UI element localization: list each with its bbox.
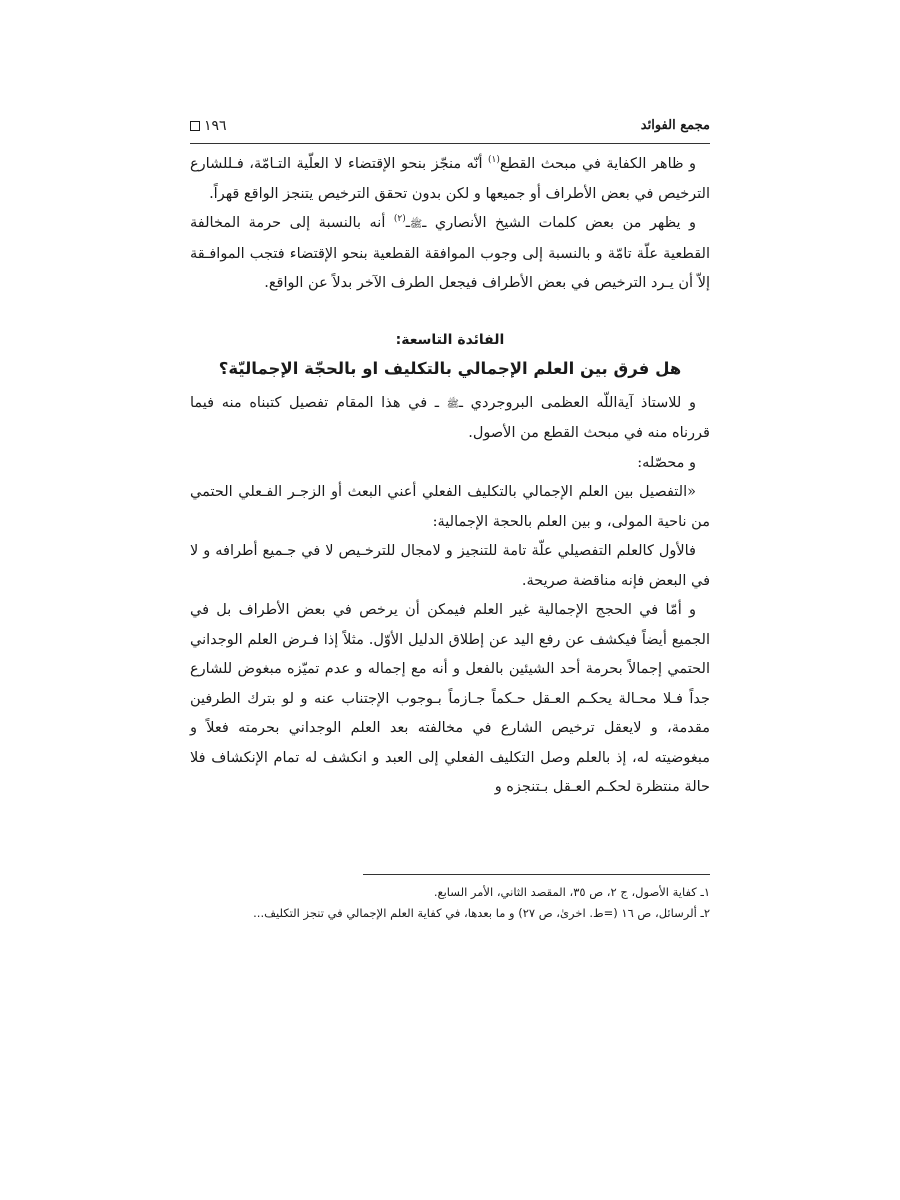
paragraph-text: و يظهر من بعض كلمات الشيخ الأنصاري ـ [422, 215, 697, 231]
honorific-glyph: ﷺ [410, 219, 423, 230]
paragraph-text: أنّه منجّز بنحو الإقتضاء لا العلّية التـامّة، فـللشارع الترخيص في بعض الأطراف أو جميعها و لكن بدون تحقق الترخيص يتنجز الواقع قهراً. [190, 156, 710, 202]
footnotes [190, 882, 710, 924]
footnote-ref: (١) [487, 155, 500, 166]
section-label: الفائدة التاسعة: [395, 331, 505, 348]
page-number [190, 118, 227, 134]
paragraph-text: و للاستاذ آيةاللّه العظمى البروجردي ـ [458, 394, 697, 411]
paragraph: و أمّا في الحجج الإجمالية غير العلم فيمكن أن يرخص في بعض الأطراف بل في الجميع أيضاً فيكشف عن رفع اليد عن إطلاق الدليل الأوّل. مثلاً إذا فـرض العلم الوجداني الحتمي إجمالاً بحرمة أحد الشيئين بالفعل و أنه مع إجماله و عدم تميّزه مبغوض للشارع جداً فـلا محـالة يحكـم العـقل حـكماً جـازماً بـوجوب الإجتناب عنه و لو بترك الطرفين مقدمة، و لايعقل ترخيص الشارع في مخالفته بعد العلم الوجداني بحرمته فعلاً و مبغوضيته له، إذ بالعلم وصل التكليف الفعلي إلى العبد و انكشف له تمام الإنكشاف فلا حالة منتظرة لحكـم العـقل بـتنجزه و [190, 602, 710, 795]
footnote: ١ـ كفاية الأصول، ج ٢، ص ٣٥، المقصد الثاني، الأمر السابع. [433, 885, 710, 899]
square-marker-icon [190, 121, 200, 131]
paragraph: و محصّله: [637, 454, 696, 471]
paragraph: فالأول كالعلم التفصيلي علّة تامة للتنجيز و لامجال للترخـيص لا في جـميع أطرافه و لا في البعض فإنه مناقضة صريحة. [190, 543, 710, 589]
body-text [190, 150, 710, 803]
paragraph-text: ـ في هذا المقام تفصيل كتبناه منه فيما قررناه منه في مبحث القطع من الأصول. [190, 394, 710, 441]
paragraph [190, 150, 710, 209]
paragraph: «التفصيل بين العلم الإجمالي بالتكليف الفعلي أعني البعث أو الزجـر الفـعلي الحتمي من ناحية المولى، و بين العلم بالحجة الإجمالية: [190, 484, 710, 530]
page-header [190, 118, 710, 140]
running-title: مجمع الفوائد [640, 118, 710, 133]
footnote-divider [363, 874, 710, 875]
paragraph-text: أنه بالنسبة إلى حرمة المخالفة القطعية علّة تامّة و بالنسبة إلى وجوب الموافقة القطعية بنحو الإقتضاء فتجب الموافـقة إلاّ أن يـرد الترخيص في بعض الأطراف فيجعل الطرف الآخر بدلاً عن الواقع. [190, 215, 710, 291]
header-divider [190, 143, 710, 144]
footnote-ref: (٢) [393, 214, 406, 225]
honorific-glyph: ﷺ [446, 398, 459, 410]
footnote: ٢ـ ألرسائل، ص ١٦ (=ط. اخرىٰ، ص ٢٧) و ما بعدها، في كفاية العلم الإجمالي في تنجز التكليف... [253, 906, 710, 920]
paragraph-text: و ظاهر الكفاية في مبحث القطع [499, 156, 697, 172]
paragraph: و يظهر من بعض كلمات الشيخ الأنصاري ـﷺـ$^{(٢)}$ أنه بالنسبة إلى حرمة المخالفة القطعية علّة تامّة و بالنسبة إلى وجوب الموافقة القطعية بنحو الإقتضاء فتجب الموافـقة إلاّ أن يـرد الترخيص في بعض الأطراف فيجعل الطرف الآخر بدلاً عن الواقع. [190, 214, 710, 291]
page-number-text: ١٩٦ [204, 118, 227, 134]
section-title: هل فرق بين العلم الإجمالي بالتكليف او بالحجّة الإجماليّة؟ [218, 358, 682, 378]
paragraph [190, 389, 710, 449]
